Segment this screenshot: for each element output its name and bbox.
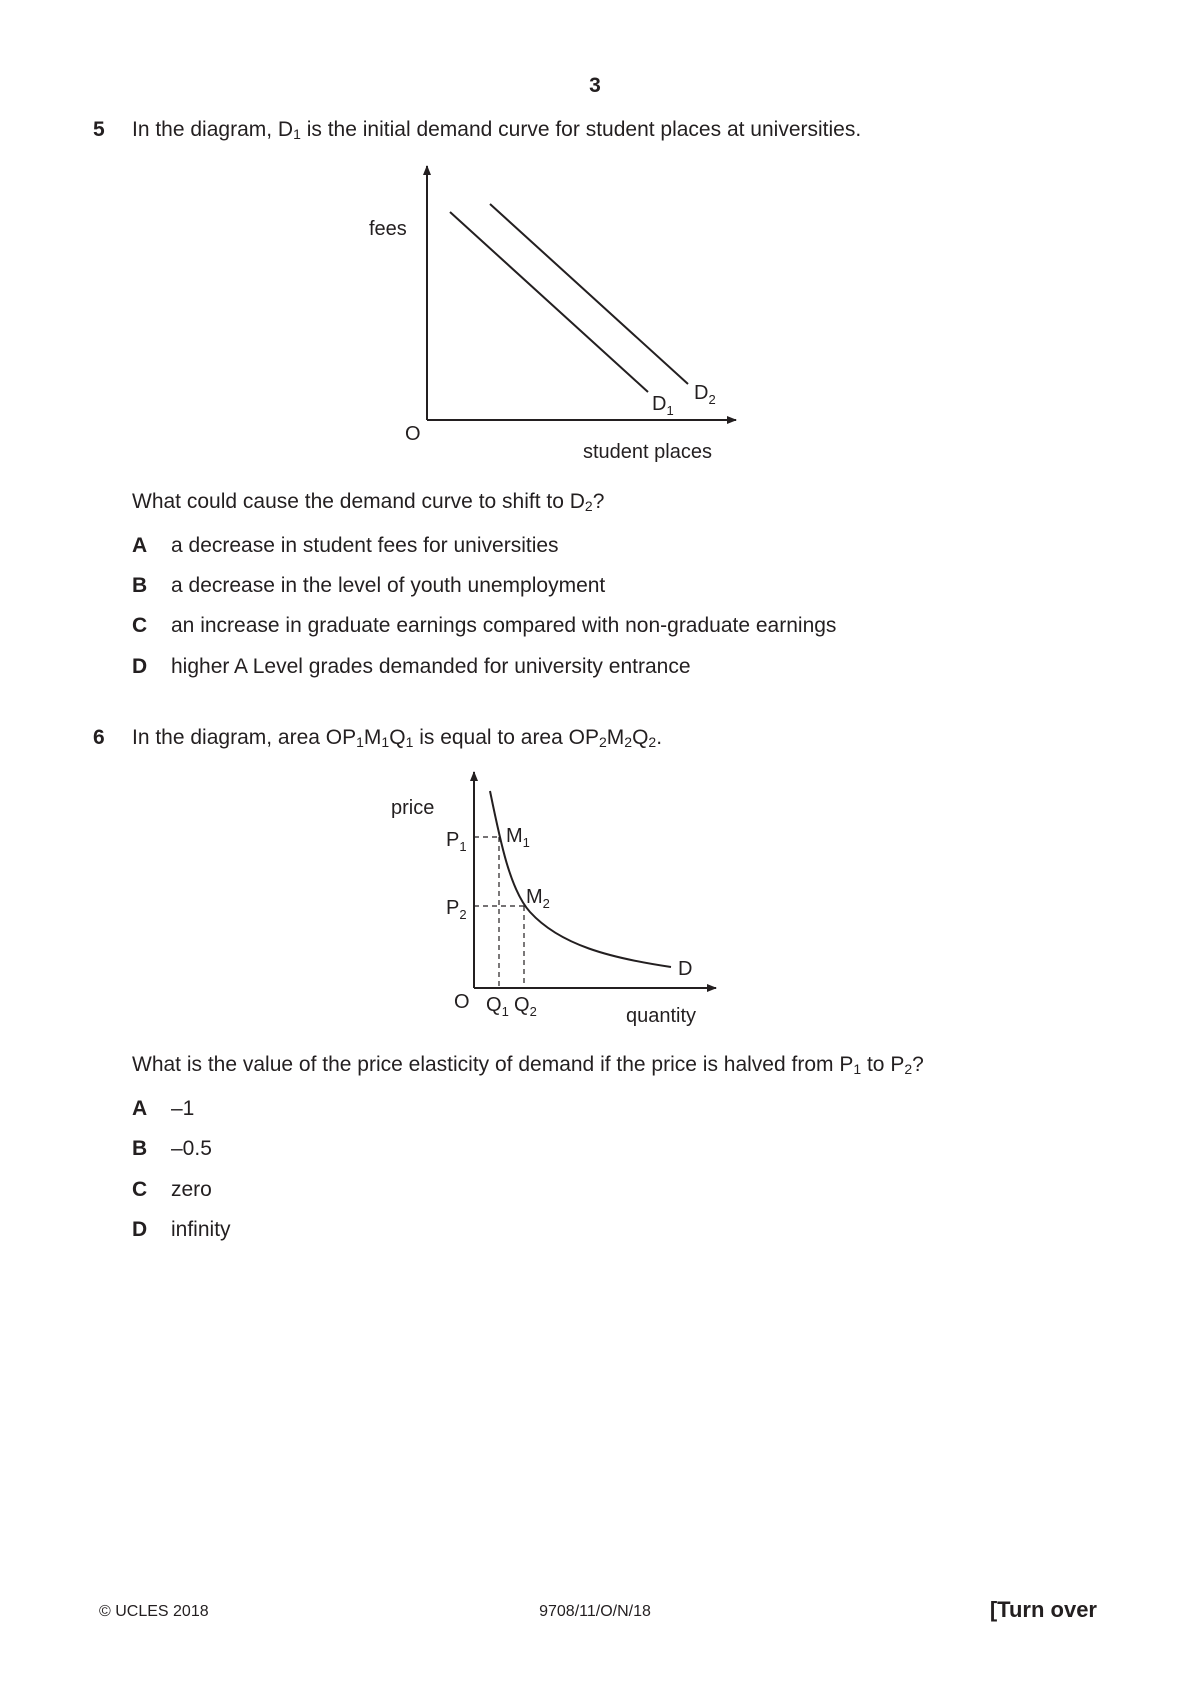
q6-prompt-part: ? (912, 1053, 924, 1076)
q6-prompt-part: What is the value of the price elasticity of demand if the price is halved from P (132, 1053, 854, 1076)
q5-option-c-text: an increase in graduate earnings compared with non-graduate earnings (171, 614, 837, 637)
q6-q2-letter: Q (514, 994, 530, 1016)
q6-demand-curve (490, 791, 671, 967)
q5-x-label: student places (583, 441, 712, 463)
q6-p1-label (446, 829, 467, 854)
q6-p2-letter: P (446, 897, 460, 919)
question-5-stem-text-end: is the initial demand curve for student places at universities. (300, 118, 862, 141)
q6-prompt-part: to P (861, 1053, 905, 1076)
q6-stem-part: In the diagram, area OP (132, 726, 357, 749)
q5-option-a-text: a decrease in student fees for universities (171, 534, 559, 557)
q6-prompt-sub: 1 (853, 1061, 862, 1077)
q6-x-label: quantity (626, 1005, 697, 1027)
footer-paper-code: 9708/11/O/N/18 (539, 1603, 651, 1620)
question-5-prompt-text: What could cause the demand curve to shift to D (132, 490, 585, 513)
q6-stem-part: is equal to area OP (413, 726, 599, 749)
q6-stem-part: M (363, 726, 382, 749)
q6-stem-sub: 2 (648, 734, 657, 750)
q6-q1-letter: Q (486, 994, 502, 1016)
question-6-prompt (132, 1052, 924, 1078)
q6-stem-part: Q (389, 726, 406, 749)
footer-turn-over: [Turn over (989, 1597, 1097, 1622)
q6-p2-label (446, 897, 467, 922)
q6-stem-sub: 2 (624, 734, 633, 750)
q6-stem-sub: 1 (405, 734, 414, 750)
q6-option-b-letter: B (132, 1137, 148, 1160)
q6-q2-label (514, 994, 537, 1019)
q5-y-label: fees (369, 218, 407, 240)
q6-p2-subscript: 2 (459, 907, 467, 922)
q5-d2-subscript: 2 (708, 392, 716, 407)
q6-stem-sub: 1 (381, 734, 390, 750)
q6-stem-sub: 1 (356, 734, 364, 750)
question-5-number: 5 (93, 118, 105, 141)
q5-option-c-letter: C (132, 614, 148, 637)
question-5-prompt-subscript: 2 (584, 498, 593, 514)
question-5-stem-text: In the diagram, D (132, 118, 294, 141)
question-5-stem-subscript: 1 (293, 126, 301, 142)
q5-option-d-text: higher A Level grades demanded for university entrance (171, 655, 691, 678)
q5-d2-letter: D (694, 382, 709, 404)
q5-option-d-letter: D (132, 655, 148, 678)
q6-origin-label: O (454, 991, 470, 1013)
footer-copyright: © UCLES 2018 (99, 1603, 209, 1620)
q6-q1-label (486, 994, 509, 1019)
q6-y-label: price (391, 797, 435, 819)
q6-m1-letter: M (506, 825, 523, 847)
q6-option-a-letter: A (132, 1097, 148, 1120)
q6-curve-label: D (678, 958, 693, 980)
q6-p1-subscript: 1 (459, 839, 467, 854)
q6-prompt-sub: 2 (904, 1061, 913, 1077)
question-6-number: 6 (93, 726, 105, 749)
q5-d1-subscript: 1 (666, 403, 674, 418)
q6-m1-label (506, 825, 530, 850)
q6-m2-subscript: 2 (542, 896, 550, 911)
q6-p1-letter: P (446, 829, 460, 851)
q6-option-d-text: infinity (171, 1218, 231, 1241)
q6-stem-part: M (606, 726, 625, 749)
q5-d1-letter: D (652, 393, 667, 415)
q6-option-b-text: –0.5 (171, 1137, 212, 1160)
question-5-prompt-text-end: ? (592, 490, 605, 513)
q6-m1-subscript: 1 (522, 835, 530, 850)
page-number: 3 (589, 74, 601, 97)
q6-stem-part: . (656, 726, 663, 749)
q6-m2-label (526, 886, 550, 911)
q6-option-c-text: zero (171, 1178, 212, 1201)
q6-option-a-text: –1 (171, 1097, 195, 1120)
q5-option-b-letter: B (132, 574, 148, 597)
q6-q1-subscript: 1 (501, 1004, 509, 1019)
q5-option-a-letter: A (132, 534, 148, 557)
q6-m2-letter: M (526, 886, 543, 908)
q5-option-b-text: a decrease in the level of youth unemployment (171, 574, 606, 597)
q6-stem-sub: 2 (598, 734, 607, 750)
q6-option-c-letter: C (132, 1178, 148, 1201)
q6-q2-subscript: 2 (529, 1004, 537, 1019)
q6-stem-part: Q (632, 726, 649, 749)
q6-option-d-letter: D (132, 1218, 148, 1241)
q5-origin-label: O (405, 423, 421, 445)
